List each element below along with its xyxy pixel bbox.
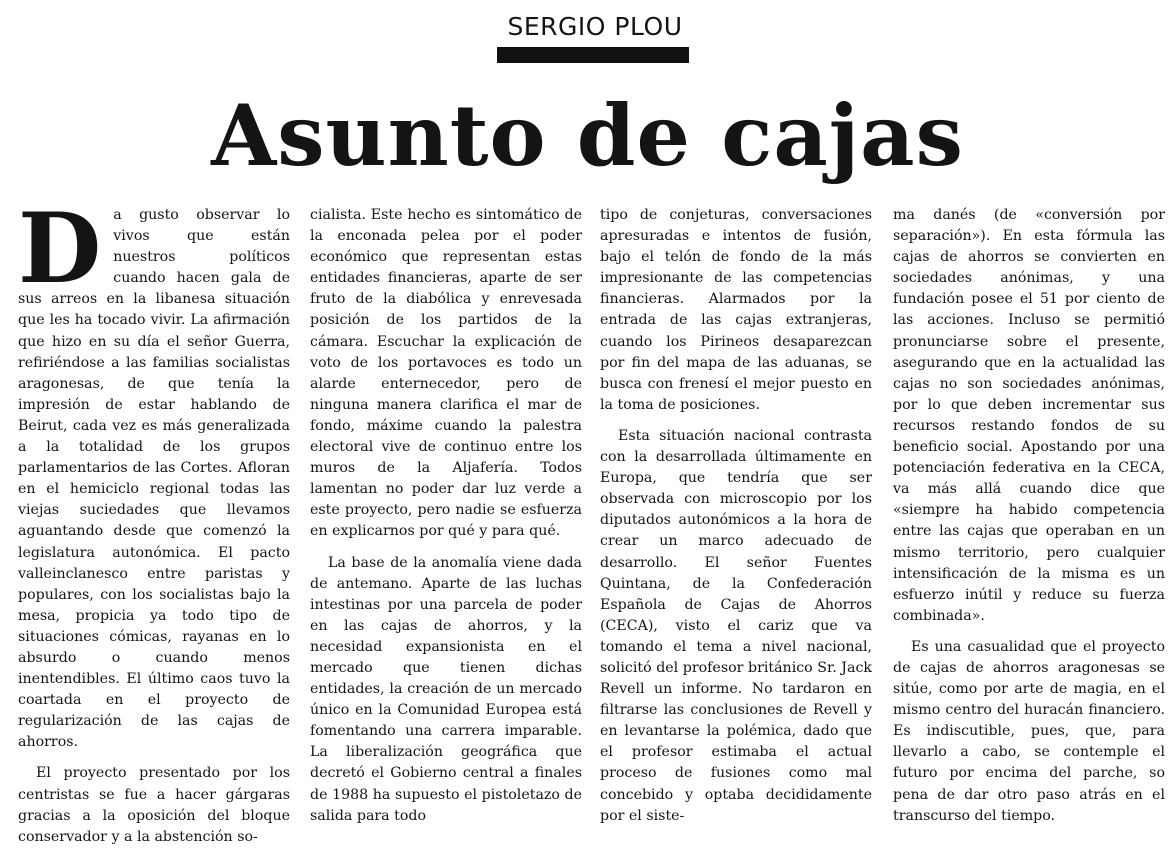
article-paragraph: ma danés (de «conversión por separación»). En esta fórmula las cajas de ahorros se convierten en sociedades anónimas, y una fundación posee el 51 por ciento de las acciones. Incluso se permitió pronunciarse sobre el presente, asegurando que en la actualidad las cajas no son sociedades anónimas, por lo que deben incrementar sus recursos restando fondos de su beneficio social. Apostando por una potenciación federativa en la CECA, va más allá cuando dice que «siempre ha habido competencia entre las cajas que operaban en un mismo territorio, pero cualquier intensificación de la misma es un esfuerzo inútil y reduce su fuerza combinada». <box>893 207 1165 624</box>
article-headline: Asunto de cajas <box>211 86 964 185</box>
article-column-4 <box>893 205 1165 825</box>
article-paragraph: La base de la anomalía viene dada de antemano. Aparte de las luchas intestinas por una parcela de poder en las cajas de ahorros, y la necesidad expansionista en el mercado que tienen dichas entidades, la creación de un mercado único en la Comunidad Europea está fomentando una carrera imparable. La liberalización geográfica que decretó el Gobierno central a finales de 1988 ha supuesto el pistoletazo de salida para todo <box>310 554 582 824</box>
author-byline: SERGIO PLOU <box>507 12 683 41</box>
byline-rule <box>497 47 689 63</box>
drop-cap: D <box>18 192 102 305</box>
article-column-2 <box>310 205 582 825</box>
article-paragraph: Esta situación nacional contrasta con la desarrollada últimamente en Europa, que tendría que ser observada con microscopio por los diputados autonómicos a la hora de crear un marco adecuado de desarrollo. El señor Fuentes Quintana, de la Confederación Española de Cajas de Ahorros (CECA), visto el cariz que va tomando el tema a nivel nacional, solicitó del profesor británico Sr. Jack Revell un informe. No tardaron en filtrarse las conclusiones de Revell y en levantarse la polémica, dado que el profesor estimaba el actual proceso de fusiones como mal concebido y optaba decididamente por el siste- <box>600 427 872 824</box>
article-paragraph: tipo de conjeturas, conversaciones apresuradas e intentos de fusión, bajo el telón de fondo de la más impresionante de las competencias financieras. Alarmados por la entrada de las cajas extranjeras, cuando los Pirineos desaparezcan por fin del mapa de las aduanas, se busca con frenesí el mejor puesto en la toma de posiciones. <box>600 207 872 413</box>
article-column-3 <box>600 205 872 825</box>
article-paragraph: a gusto observar lo vivos que están nuestros políticos cuando hacen gala de sus arreos en la libanesa situación que les ha tocado vivir. La afirmación que hizo en su día el señor Guerra, refiriéndose a las familias socialistas aragonesas, de que tenía la impresión de estar hablando de Beirut, cada vez es más generalizada a la totalidad de los grupos parlamentarios de las Cortes. Afloran en el hemiciclo regional todas las viejas suciedades que llevamos aguantando desde que comenzó la legislatura autonómica. El pacto valleinclanesco entre paristas y populares, con los socialistas bajo la mesa, propicia ya todo tipo de situaciones cómicas, rayanas en lo absurdo o cuando menos inentendibles. El último caos tuvo la coartada en el proyecto de regularización de las cajas de ahorros. <box>18 207 290 751</box>
article-paragraph: El proyecto presentado por los centristas se fue a hacer gárgaras gracias a la oposición del bloque conservador y a la abstención so- <box>18 765 290 845</box>
article-column-1 <box>18 192 290 845</box>
article-paragraph: cialista. Este hecho es sintomático de la enconada pelea por el poder económico que representan estas entidades financieras, aparte de ser fruto de la diabólica y enrevesada posición de los partidos de la cámara. Escuchar la explicación de voto de los portavoces es todo un alarde enternecedor, pero de ninguna manera clarifica el mar de fondo, máxime cuando la palestra electoral vive de continuo entre los muros de la Aljafería. Todos lamentan no poder dar luz verde a este proyecto, pero nadie se esfuerza en explicarnos por qué y para qué. <box>310 207 582 540</box>
article-paragraph: Es una casualidad que el proyecto de cajas de ahorros aragonesas se sitúe, como por arte de magia, en el mismo centro del huracán financiero. Es indiscutible, pues, que, para llevarlo a cabo, se contemple el futuro por encima del parche, so pena de dar otro paso atrás en el transcurso del tiempo. <box>893 638 1165 824</box>
